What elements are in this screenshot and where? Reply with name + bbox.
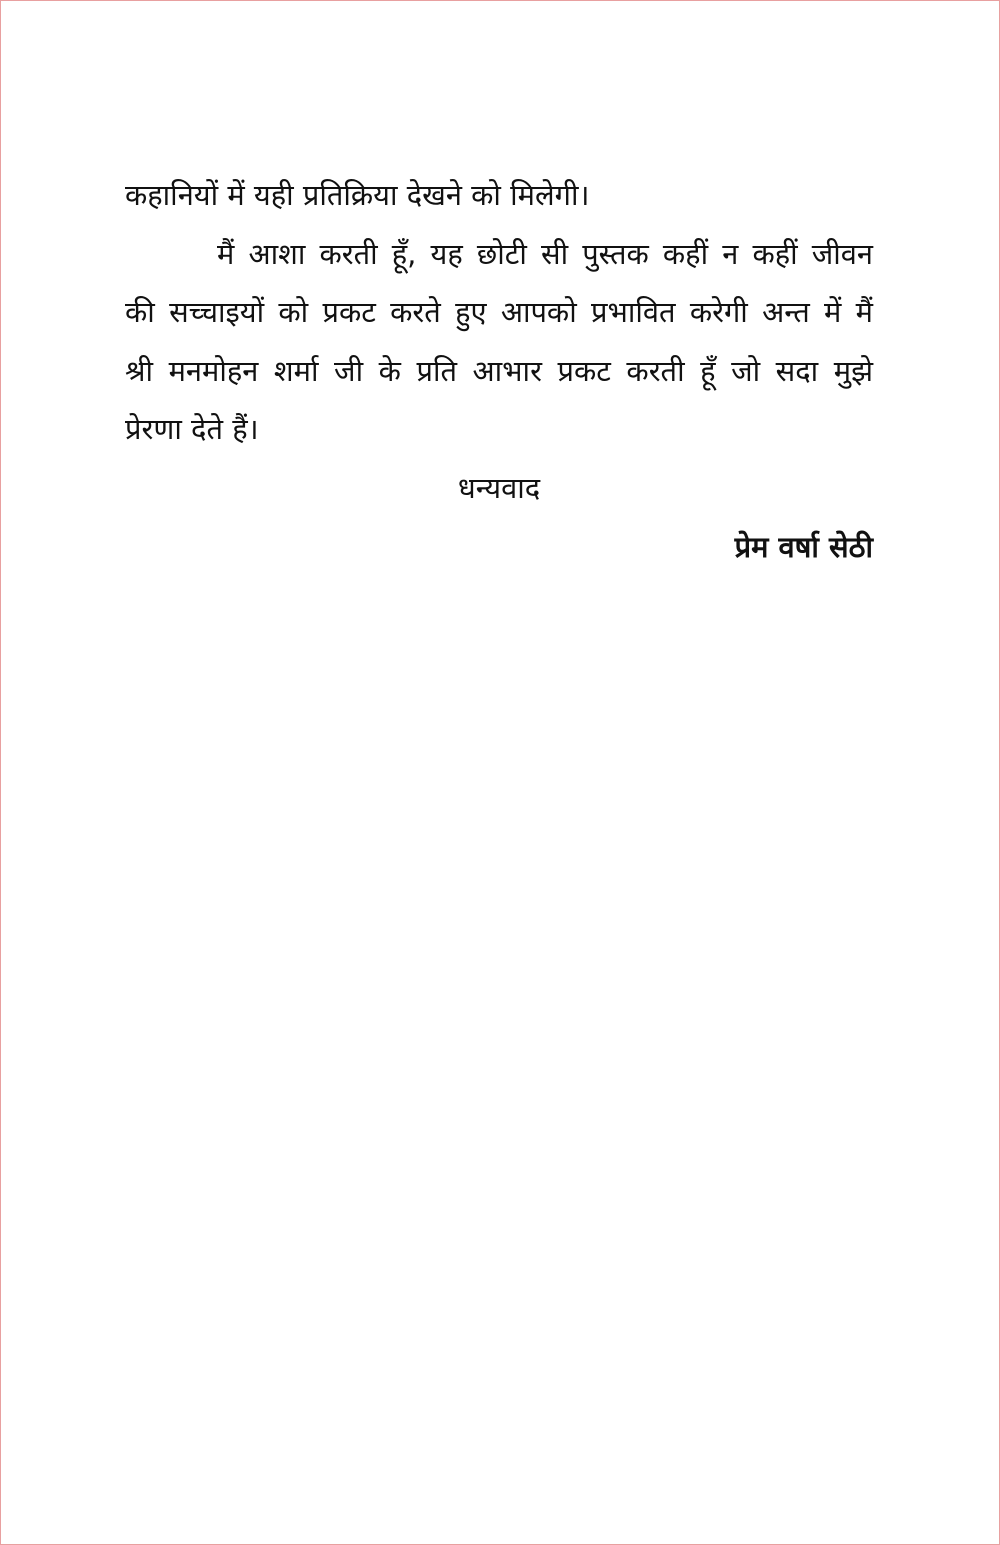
text-line: कहानियों में यही प्रतिक्रिया देखने को मिलेगी। xyxy=(125,178,590,212)
page-content xyxy=(125,166,873,577)
text-line: मैं आशा करती हूँ, यह छोटी सी पुस्तक कहीं न कहीं जीवन xyxy=(217,236,873,271)
closing-text: धन्यवाद xyxy=(457,470,541,505)
text-line: की सच्चाइयों को प्रकट करते हुए आपको प्रभावित करेगी अन्त में मैं xyxy=(125,295,873,329)
text-line: प्रेरणा देते हैं। xyxy=(125,412,259,446)
author-signature: प्रेम वर्षा सेठी xyxy=(734,530,873,564)
text-line: श्री मनमोहन शर्मा जी के प्रति आभार प्रकट करती हूँ जो सदा मुझे xyxy=(125,353,873,388)
